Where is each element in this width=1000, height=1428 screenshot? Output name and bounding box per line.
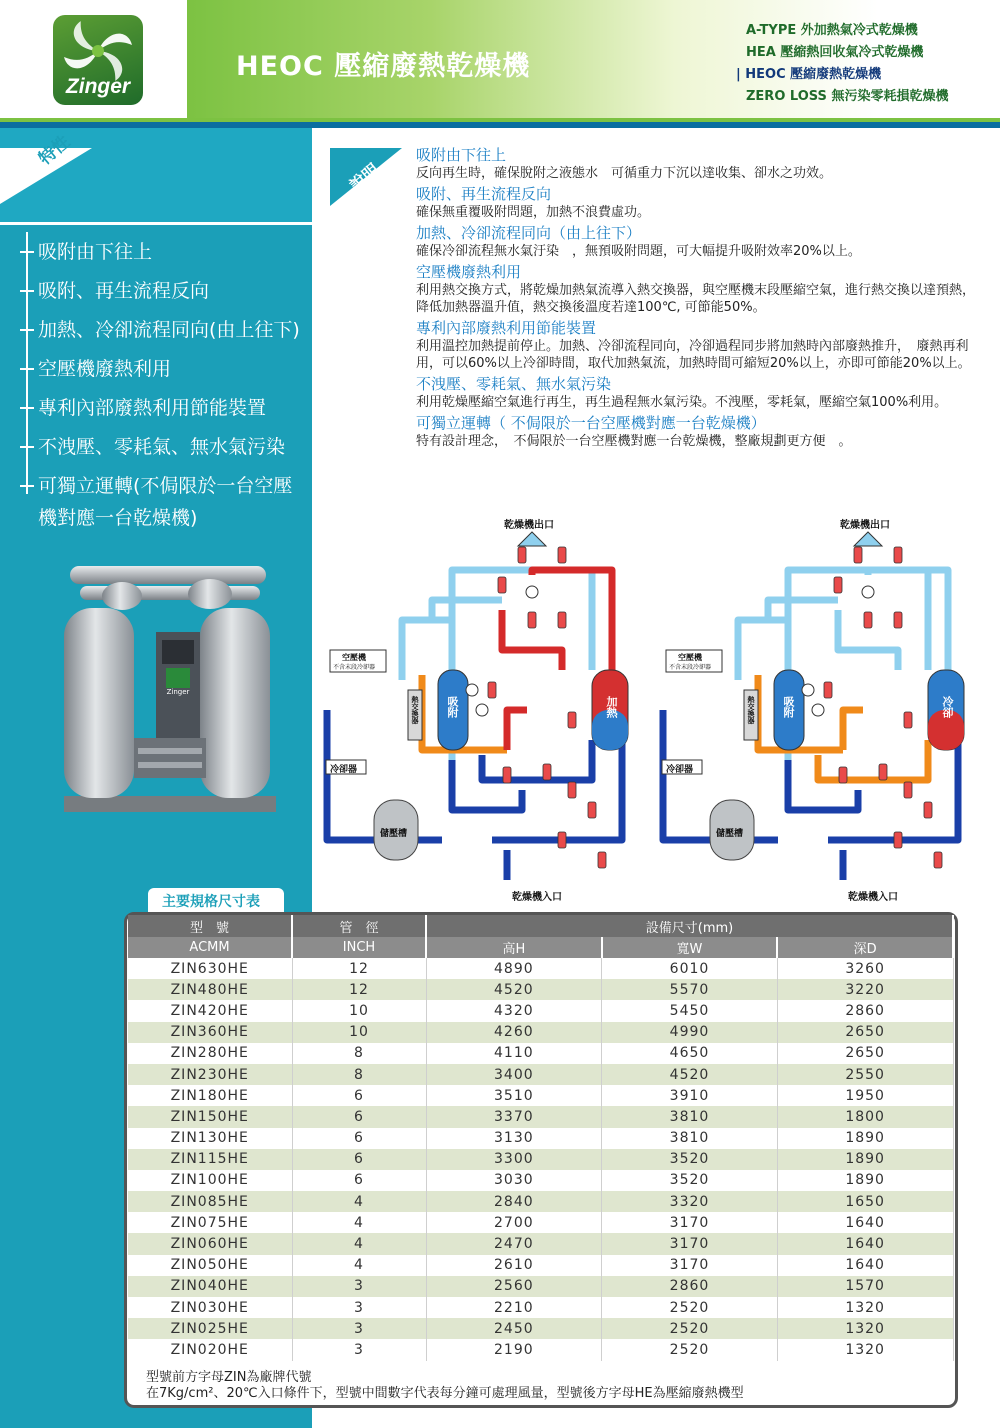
width-cell: 3810	[602, 1128, 778, 1149]
cooler-label: 冷卻器	[666, 765, 694, 775]
valve-icon	[904, 782, 912, 798]
width-cell: 3520	[602, 1170, 778, 1191]
height-cell: 3030	[426, 1170, 602, 1191]
valve-icon	[934, 852, 942, 868]
gauge-icon	[802, 684, 814, 696]
pipe-cell: 6	[292, 1149, 426, 1170]
width-cell: 4650	[602, 1043, 778, 1064]
pipe	[828, 740, 958, 840]
spec-note: 型號前方字母ZIN為廠牌代號	[146, 1370, 312, 1385]
spec-table	[128, 915, 954, 1361]
feature-tick	[20, 290, 34, 292]
pipe	[452, 760, 522, 810]
width-cell: 2520	[602, 1339, 778, 1360]
valve-icon	[588, 802, 596, 818]
table-row	[128, 979, 953, 1000]
description-title: 吸附、再生流程反向	[416, 185, 552, 203]
depth-cell: 1950	[777, 1085, 953, 1106]
feature-tick	[20, 329, 34, 331]
pipe-cell: 4	[292, 1191, 426, 1212]
pipe-cell: 12	[292, 979, 426, 1000]
feature-item: 加熱、冷卻流程同向(由上往下)	[38, 319, 300, 341]
model-cell: ZIN060HE	[128, 1233, 292, 1254]
table-row	[128, 958, 953, 979]
valve-icon	[894, 612, 902, 628]
valve-icon	[924, 802, 932, 818]
description-text: 特有設計理念， 不侷限於一台空壓機對應一台乾燥機，整廠規劃更方便 。	[416, 434, 852, 449]
pipe	[532, 570, 612, 675]
pipe-cell: 4	[292, 1212, 426, 1233]
header-model-unit: ACMM	[128, 937, 292, 958]
tank-label: 儲壓槽	[716, 829, 744, 839]
valve-icon	[558, 832, 566, 848]
valve-icon	[488, 682, 496, 698]
valve-icon	[558, 612, 566, 628]
height-cell: 2190	[426, 1339, 602, 1360]
width-cell: 4520	[602, 1064, 778, 1085]
cooler-label: 冷卻器	[330, 765, 358, 775]
model-cell: ZIN420HE	[128, 1000, 292, 1021]
mode-label: 冷卻	[941, 696, 954, 718]
width-cell: 3810	[602, 1106, 778, 1127]
pipe-cell: 10	[292, 1022, 426, 1043]
valve-icon	[839, 767, 847, 783]
depth-cell: 2860	[777, 1000, 953, 1021]
tank-label: 儲壓槽	[380, 829, 408, 839]
pipe	[788, 760, 858, 810]
feature-item: 不洩壓、零耗氣、無水氣污染	[38, 436, 286, 458]
table-row	[128, 1318, 953, 1339]
exchanger-label: 熱交換器	[411, 696, 419, 724]
outlet-label-text: 乾燥機出口	[504, 520, 554, 531]
valve-icon	[854, 547, 862, 563]
flow-diagram-heating	[322, 510, 652, 902]
valve-icon	[568, 782, 576, 798]
model-cell: ZIN130HE	[128, 1128, 292, 1149]
pipe-cell: 6	[292, 1106, 426, 1127]
depth-cell: 1640	[777, 1212, 953, 1233]
depth-cell: 1640	[777, 1255, 953, 1276]
description-title: 空壓機廢熱利用	[416, 263, 522, 281]
pipe	[843, 710, 863, 750]
pipe-cell: 4	[292, 1255, 426, 1276]
height-cell: 2700	[426, 1212, 602, 1233]
brand-name: Zinger	[65, 75, 131, 98]
feature-item: 吸附由下往上	[38, 241, 153, 263]
valve-icon	[518, 547, 526, 563]
pipe	[738, 620, 788, 680]
depth-cell: 1650	[777, 1191, 953, 1212]
pipe	[868, 570, 948, 675]
model-cell: ZIN360HE	[128, 1022, 292, 1043]
depth-cell: 1570	[777, 1276, 953, 1297]
valve-icon	[498, 577, 506, 593]
valve-icon	[543, 764, 551, 780]
series-item	[746, 20, 996, 42]
valve-icon	[824, 682, 832, 698]
series-desc: 無污染零耗損乾燥機	[831, 89, 949, 104]
feature-item: 吸附、再生流程反向	[38, 280, 210, 302]
depth-cell: 2650	[777, 1022, 953, 1043]
table-row	[128, 1276, 953, 1297]
compressor-label: 空壓機	[342, 653, 366, 662]
width-cell: 2860	[602, 1276, 778, 1297]
depth-cell: 2650	[777, 1043, 953, 1064]
feature-item: 可獨立運轉(不侷限於一台空壓機對應一台乾燥機)	[38, 475, 293, 529]
model-cell: ZIN230HE	[128, 1064, 292, 1085]
feature-item: 專利內部廢熱利用節能裝置	[38, 397, 267, 419]
dryer-machine-photo	[60, 548, 280, 820]
width-cell: 3170	[602, 1233, 778, 1254]
spec-tab-label: 主要規格尺寸表	[162, 894, 260, 910]
height-cell: 3300	[426, 1149, 602, 1170]
zinger-logo	[53, 15, 143, 105]
pipe-cell: 6	[292, 1128, 426, 1149]
height-cell: 3130	[426, 1128, 602, 1149]
outlet-arrow-icon	[854, 532, 882, 546]
pipe	[492, 740, 622, 840]
model-cell: ZIN025HE	[128, 1318, 292, 1339]
description-tab-label: 說明	[345, 159, 383, 195]
model-cell: ZIN085HE	[128, 1191, 292, 1212]
height-cell: 4320	[426, 1000, 602, 1021]
width-cell: 3910	[602, 1085, 778, 1106]
width-cell: 5450	[602, 1000, 778, 1021]
pipe-cell: 3	[292, 1297, 426, 1318]
description-title: 吸附由下往上	[416, 146, 507, 164]
pipe-cell: 3	[292, 1339, 426, 1360]
header-pipe-unit: INCH	[292, 937, 426, 958]
depth-cell: 1320	[777, 1297, 953, 1318]
header-model: 型 號	[128, 915, 292, 937]
feature-tick	[20, 407, 34, 409]
description-text: 利用溫控加熱提前停止。加熱、冷卻流程同向，冷卻過程同步將加熱時內部廢熱推升， 廢熱再利用，可以60%以上冷卻時間，取代加熱氣流，加熱時間可縮短20%以上，亦即可節能20%以上。	[416, 339, 971, 371]
valve-icon	[528, 612, 536, 628]
header-height: 高H	[426, 937, 602, 958]
model-cell: ZIN150HE	[128, 1106, 292, 1127]
series-item	[746, 86, 996, 108]
model-cell: ZIN480HE	[128, 979, 292, 1000]
pipe-cell: 4	[292, 1233, 426, 1254]
series-desc: 外加熱氣冷式乾燥機	[800, 23, 918, 38]
height-cell: 3510	[426, 1085, 602, 1106]
description-text: 確保無重覆吸附問題，加熱不浪費虛功。	[416, 205, 651, 220]
height-cell: 4110	[426, 1043, 602, 1064]
spec-note: 在7Kg/cm²、20℃入口條件下，型號中間數字代表每分鐘可處理風量，型號後方字母HE為壓縮廢熱機型	[146, 1386, 744, 1401]
width-cell: 2520	[602, 1318, 778, 1339]
series-desc: 壓縮熱回收氣冷式乾燥機	[780, 45, 924, 60]
feature-item: 空壓機廢熱利用	[38, 358, 172, 380]
pipe	[507, 710, 527, 750]
width-cell: 3170	[602, 1255, 778, 1276]
description-title: 加熱、冷卻流程同向（由上往下）	[416, 224, 642, 242]
height-cell: 4260	[426, 1022, 602, 1043]
pipe-cell: 12	[292, 958, 426, 979]
table-row	[128, 1022, 953, 1043]
table-row	[128, 1339, 953, 1360]
width-cell: 4990	[602, 1022, 778, 1043]
valve-icon	[894, 547, 902, 563]
pipe-cell: 6	[292, 1085, 426, 1106]
feature-tick	[20, 446, 34, 448]
series-marker: |	[736, 67, 746, 82]
series-item	[736, 64, 996, 86]
height-cell: 2450	[426, 1318, 602, 1339]
compressor-sub-label: 不含末段冷卻器	[669, 664, 712, 671]
description-title: 可獨立運轉（ 不侷限於一台空壓機對應一台乾燥機）	[416, 414, 766, 432]
height-cell: 2470	[426, 1233, 602, 1254]
pipe-cell: 3	[292, 1318, 426, 1339]
header-depth: 深D	[777, 937, 953, 958]
table-row	[128, 1000, 953, 1021]
table-row	[128, 1106, 953, 1127]
gauge-icon	[526, 586, 538, 598]
model-cell: ZIN630HE	[128, 958, 292, 979]
depth-cell: 1640	[777, 1233, 953, 1254]
outlet-arrow-icon	[518, 532, 546, 546]
height-cell: 2560	[426, 1276, 602, 1297]
series-code: HEA	[746, 45, 781, 60]
height-cell: 3400	[426, 1064, 602, 1085]
depth-cell: 1320	[777, 1318, 953, 1339]
adsorb-label: 吸附	[446, 696, 459, 718]
feature-tick	[20, 485, 34, 487]
spec-notes	[146, 1370, 744, 1402]
model-cell: ZIN280HE	[128, 1043, 292, 1064]
header-width: 寬W	[602, 937, 778, 958]
flow-diagram-cooling	[658, 510, 988, 902]
feature-tick	[20, 251, 34, 253]
model-cell: ZIN040HE	[128, 1276, 292, 1297]
valve-icon	[904, 712, 912, 728]
depth-cell: 1800	[777, 1106, 953, 1127]
svg-text:Zinger: Zinger	[166, 688, 190, 696]
series-desc: 壓縮廢熱乾燥機	[790, 67, 882, 82]
model-cell: ZIN115HE	[128, 1149, 292, 1170]
valve-icon	[598, 852, 606, 868]
table-row	[128, 1233, 953, 1254]
valve-icon	[864, 612, 872, 628]
table-row	[128, 1064, 953, 1085]
pipe-cell: 6	[292, 1170, 426, 1191]
description-text: 利用乾燥壓縮空氣進行再生，再生過程無水氣污染。不洩壓，零耗氣，壓縮空氣100%利用。	[416, 395, 948, 410]
feature-tick	[20, 368, 34, 370]
logo-area	[0, 0, 187, 122]
description-list	[416, 146, 976, 453]
table-row	[128, 1043, 953, 1064]
gauge-icon	[862, 586, 874, 598]
description-title: 專利內部廢熱利用節能裝置	[416, 319, 597, 337]
pipe-cell: 3	[292, 1276, 426, 1297]
inlet-label: 乾燥機入口	[512, 892, 562, 903]
pipe	[482, 740, 592, 780]
description-text: 確保冷卻流程無水氣汙染 ，無預吸附問題，可大幅提升吸附效率20%以上。	[416, 244, 861, 259]
valve-icon	[558, 547, 566, 563]
depth-cell: 3260	[777, 958, 953, 979]
valve-icon	[879, 764, 887, 780]
table-row	[128, 1170, 953, 1191]
table-row	[128, 1255, 953, 1276]
model-cell: ZIN180HE	[128, 1085, 292, 1106]
width-cell: 3320	[602, 1191, 778, 1212]
depth-cell: 2550	[777, 1064, 953, 1085]
table-row	[128, 1149, 953, 1170]
page-title: HEOC 壓縮廢熱乾燥機	[236, 51, 531, 82]
width-cell: 5570	[602, 979, 778, 1000]
page-header	[0, 0, 1000, 122]
inlet-label: 乾燥機入口	[848, 892, 898, 903]
depth-cell: 1890	[777, 1128, 953, 1149]
depth-cell: 1890	[777, 1170, 953, 1191]
outlet-label-text: 乾燥機出口	[840, 520, 890, 531]
compressor-sub-label: 不含末段冷卻器	[333, 664, 376, 671]
width-cell: 3170	[602, 1212, 778, 1233]
description-text: 利用熱交換方式，將乾燥加熱氣流導入熱交換器，與空壓機末段壓縮空氣，進行熱交換以達預熱，降低加熱器溫升值，熱交換後溫度若達100℃, 可節能50%。	[416, 283, 976, 315]
depth-cell: 3220	[777, 979, 953, 1000]
product-series-list	[736, 20, 996, 108]
pipe-cell: 8	[292, 1043, 426, 1064]
table-row	[128, 1191, 953, 1212]
width-cell: 6010	[602, 958, 778, 979]
series-code: HEOC	[745, 67, 791, 82]
header-dimensions: 設備尺寸(mm)	[426, 915, 953, 937]
series-item	[746, 42, 996, 64]
features-tab-label: 特性	[35, 131, 75, 170]
model-cell: ZIN050HE	[128, 1255, 292, 1276]
outlet-label	[504, 516, 554, 531]
pipe-cell: 10	[292, 1000, 426, 1021]
depth-cell: 1890	[777, 1149, 953, 1170]
height-cell: 4890	[426, 958, 602, 979]
compressor-label: 空壓機	[678, 653, 702, 662]
table-row	[128, 1128, 953, 1149]
height-cell: 4520	[426, 979, 602, 1000]
pipe	[402, 620, 452, 680]
model-cell: ZIN030HE	[128, 1297, 292, 1318]
header-pipe: 管 徑	[292, 915, 426, 937]
features-bracket-line	[26, 232, 28, 494]
height-cell: 2610	[426, 1255, 602, 1276]
description-title: 不洩壓、零耗氣、無水氣污染	[416, 375, 612, 393]
adsorb-label: 吸附	[782, 696, 795, 718]
height-cell: 2210	[426, 1297, 602, 1318]
outlet-label	[840, 516, 890, 531]
model-cell: ZIN075HE	[128, 1212, 292, 1233]
table-row	[128, 1212, 953, 1233]
description-text: 反向再生時，確保脫附之液態水 可循重力下沉以達收集、卻水之功效。	[416, 166, 833, 181]
height-cell: 3370	[426, 1106, 602, 1127]
height-cell: 2840	[426, 1191, 602, 1212]
series-code: ZERO LOSS	[746, 89, 832, 104]
series-code: A-TYPE	[746, 23, 801, 38]
features-divider	[0, 222, 312, 225]
gauge-icon	[812, 704, 824, 716]
model-cell: ZIN020HE	[128, 1339, 292, 1360]
width-cell: 3520	[602, 1149, 778, 1170]
mode-label: 加熱	[605, 696, 618, 718]
table-row	[128, 1297, 953, 1318]
depth-cell: 1320	[777, 1339, 953, 1360]
pipe-cell: 8	[292, 1064, 426, 1085]
valve-icon	[834, 577, 842, 593]
valve-icon	[568, 712, 576, 728]
gauge-icon	[466, 684, 478, 696]
exchanger-label: 熱交換器	[747, 696, 755, 724]
valve-icon	[894, 832, 902, 848]
table-row	[128, 1085, 953, 1106]
model-cell: ZIN100HE	[128, 1170, 292, 1191]
pipe	[818, 740, 928, 780]
valve-icon	[503, 767, 511, 783]
width-cell: 2520	[602, 1297, 778, 1318]
gauge-icon	[476, 704, 488, 716]
spec-table-body	[128, 958, 953, 1361]
